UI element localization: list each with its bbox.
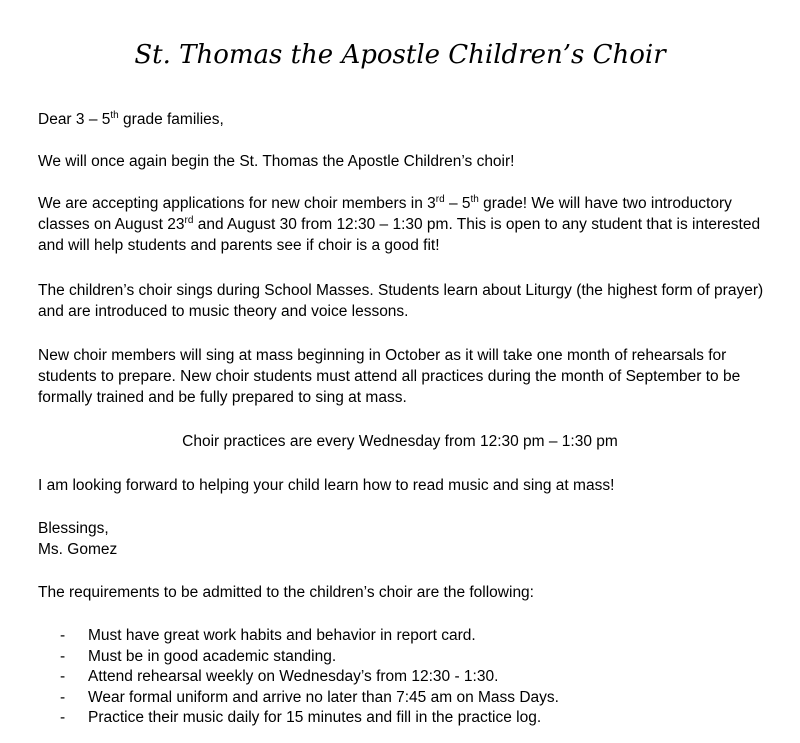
intro-paragraph: We will once again begin the St. Thomas the Apostle Children’s choir! [38,153,515,170]
applications-paragraph [38,193,783,256]
bullet-dash: - [60,688,66,706]
bullet-dash: - [60,627,66,644]
greeting [38,109,783,130]
applications-text-2: – 5 [444,195,471,212]
masses-paragraph: The children’s choir sings during School Masses. Students learn about Liturgy (the highest form of prayer) and are introduced to music theory and voice lessons. [38,282,764,320]
applications-text-3: grade! We will have two introductory classes on August 23 [38,195,732,233]
requirement-item [0,626,800,647]
signature: Ms. Gomez [38,541,118,558]
applications-sup-2: th [470,194,479,205]
requirements-list [0,626,800,729]
requirement-item [0,708,800,729]
applications-text-1: We are accepting applications for new choir members in 3 [38,195,436,212]
requirement-item [0,688,800,709]
greeting-text-end: grade families, [118,111,224,128]
requirement-text: Attend rehearsal weekly on Wednesday’s from 12:30 - 1:30. [88,668,499,685]
greeting-superscript: th [110,110,119,121]
requirement-text: Wear formal uniform and arrive no later than 7:45 am on Mass Days. [88,688,559,706]
closing: Blessings, [38,520,109,537]
greeting-text: Dear 3 – 5 [38,111,111,128]
requirements-intro: The requirements to be admitted to the children’s choir are the following: [38,584,534,601]
requirement-text: Practice their music daily for 15 minutes and fill in the practice log. [88,709,542,726]
bullet-dash: - [60,709,66,726]
applications-sup-1: rd [435,194,445,205]
applications-text-4: and August 30 from 12:30 – 1:30 pm. This is open to any student that is interested and will help students and parents see if choir is a good fit! [38,216,761,254]
applications-sup-3: rd [184,215,194,226]
practice-schedule: Choir practices are every Wednesday from 12:30 pm – 1:30 pm [182,433,618,450]
bullet-dash: - [60,647,66,665]
looking-forward-paragraph: I am looking forward to helping your child learn how to read music and sing at mass! [38,477,615,494]
requirement-item [0,647,800,668]
requirement-text: Must be in good academic standing. [88,647,337,665]
bullet-dash: - [60,668,66,685]
letter-title: St. Thomas the Apostle Children’s Choir [134,40,666,70]
new-members-paragraph: New choir members will sing at mass beginning in October as it will take one month of rehearsals for students to prepare. New choir students must attend all practices during the month of September to be formally trained and be fully prepared to sing at mass. [38,347,741,406]
requirement-text: Must have great work habits and behavior in report card. [88,627,476,644]
requirement-item [0,667,800,688]
